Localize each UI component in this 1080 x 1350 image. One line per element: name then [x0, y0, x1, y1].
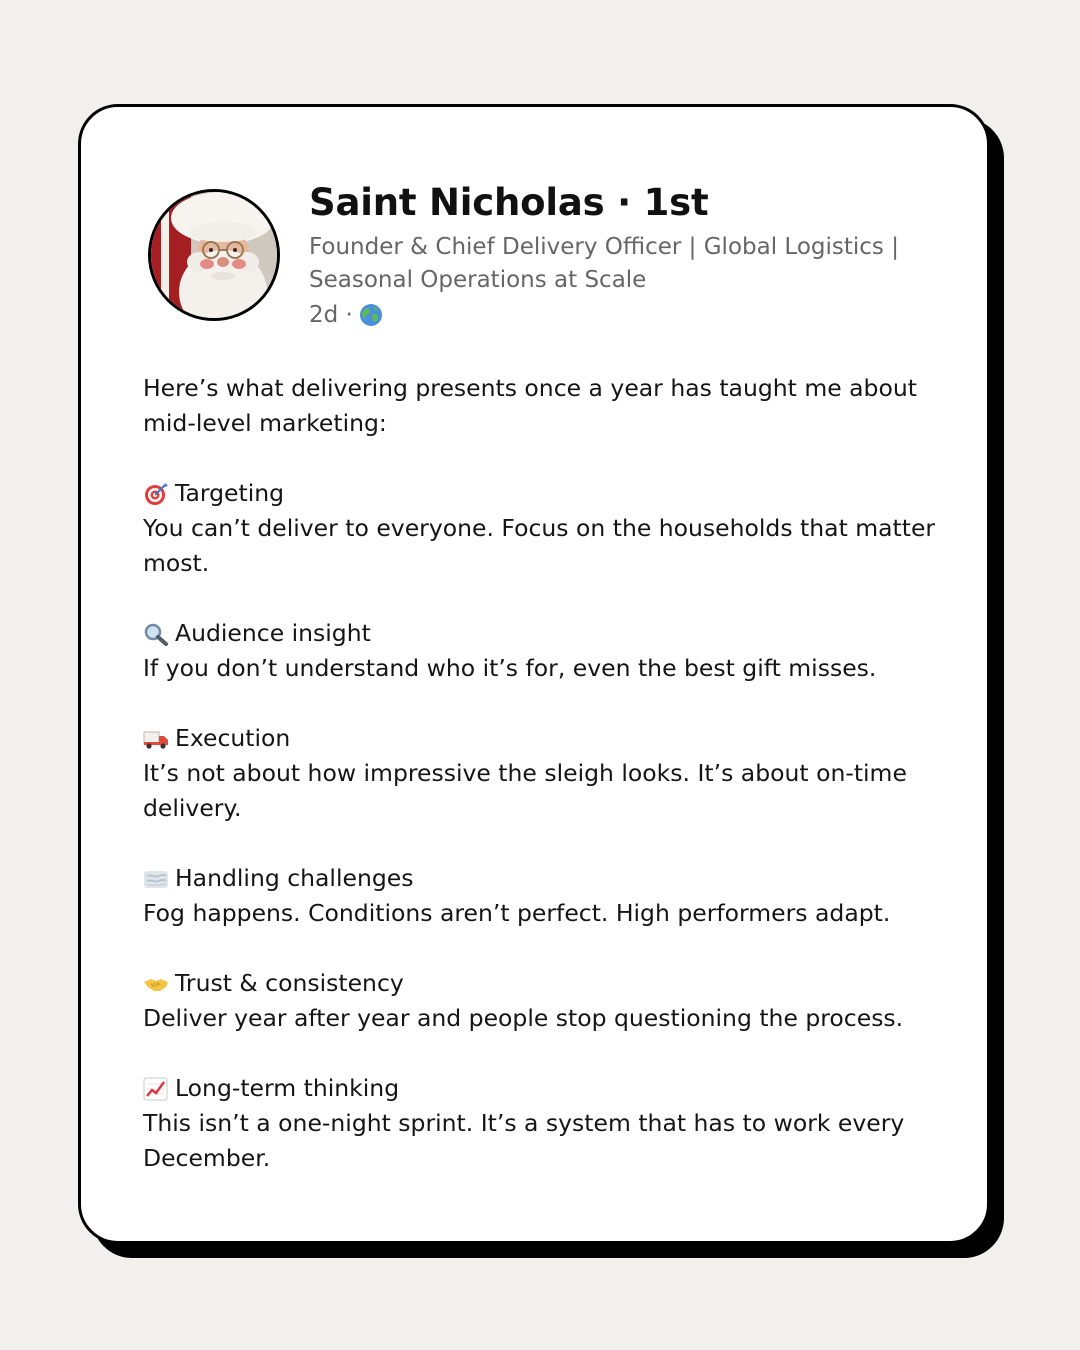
delivery-truck-icon	[143, 727, 169, 751]
avatar-portrait	[151, 192, 277, 318]
post-card	[78, 104, 990, 1244]
section-title-targeting	[143, 476, 963, 511]
section-title-text: Handling challenges	[175, 864, 414, 892]
section-title-long-term-thinking	[143, 1071, 963, 1106]
magnifier-icon	[143, 622, 169, 646]
section-title-handling-challenges	[143, 861, 963, 896]
section-title-execution	[143, 721, 963, 756]
author-headline: Founder & Chief Delivery Officer | Global Logistics | Seasonal Operations at Scale	[309, 234, 899, 293]
target-icon	[143, 482, 169, 506]
chart-increasing-icon	[143, 1077, 169, 1101]
section-text: Fog happens. Conditions aren’t perfect. High performers adapt.	[143, 899, 891, 927]
handshake-icon	[143, 972, 169, 996]
fog-icon	[143, 867, 169, 891]
section-title-text: Trust & consistency	[175, 969, 404, 997]
post-intro: Here’s what delivering presents once a year has taught me about mid-level marketing:	[143, 374, 917, 437]
section-text: You can’t deliver to everyone. Focus on the households that matter most.	[143, 514, 936, 577]
post-meta	[309, 299, 383, 331]
section-title-text: Audience insight	[175, 619, 371, 647]
section-title-text: Long-term thinking	[175, 1074, 400, 1102]
author-name[interactable]: Saint Nicholas · 1st	[309, 181, 709, 224]
section-text: If you don’t understand who it’s for, even the best gift misses.	[143, 654, 877, 682]
section-title-audience-insight	[143, 616, 963, 651]
section-text: Deliver year after year and people stop questioning the process.	[143, 1004, 904, 1032]
avatar[interactable]	[148, 189, 280, 321]
section-text: It’s not about how impressive the sleigh looks. It’s about on-time delivery.	[143, 759, 907, 822]
globe-icon	[359, 303, 383, 327]
section-text: This isn’t a one-night sprint. It’s a system that has to work every December.	[143, 1109, 905, 1172]
post-body	[143, 371, 963, 1176]
section-title-trust-consistency	[143, 966, 963, 1001]
post-time: 2d ·	[309, 302, 353, 328]
section-title-text: Targeting	[175, 479, 285, 507]
section-title-text: Execution	[175, 724, 291, 752]
